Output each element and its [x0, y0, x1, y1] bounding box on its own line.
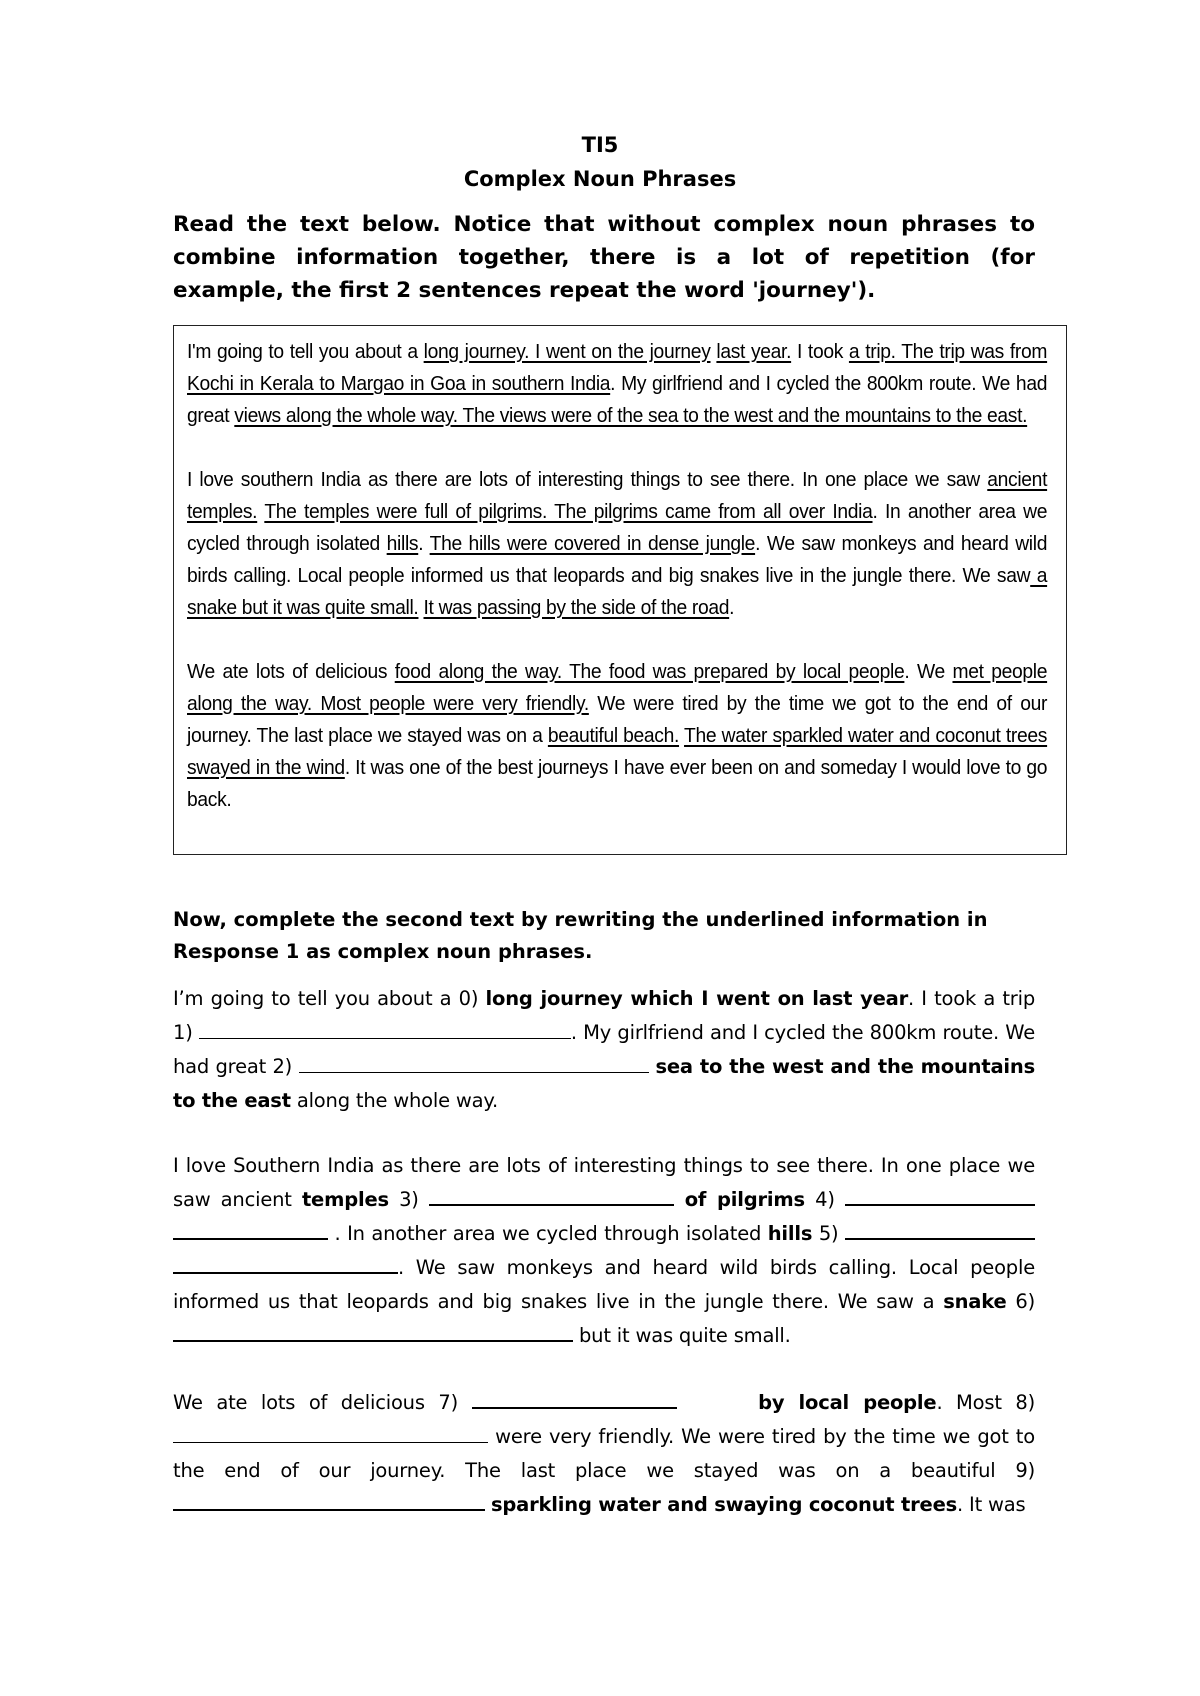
response-text: We ate lots of delicious 7): [173, 1391, 472, 1414]
response-text: 5): [812, 1222, 845, 1245]
response-text: but it was quite small.: [573, 1324, 791, 1347]
response-text: 4): [804, 1188, 845, 1211]
passage-paragraph-2: [187, 464, 1047, 624]
response-paragraph-1: [173, 982, 1035, 1118]
response-bold-text: snake: [943, 1290, 1007, 1313]
intro-instruction: Read the text below. Notice that without complex noun phrases to combine information together, there is a lot of repetition (for example, the first 2 sentences repeat the word 'journey').: [173, 212, 1035, 303]
response-text: . I took a trip 1): [173, 987, 1035, 1044]
underlined-phrase: a trip. The trip was from Kochi in Kerala to Margao in Goa in southern India: [187, 340, 1048, 395]
underlined-phrase: ancient temples.: [187, 468, 1048, 523]
response-text: along the whole way.: [290, 1089, 498, 1112]
underlined-phrase: last year.: [716, 340, 792, 363]
underlined-phrase: a snake but it was quite small.: [187, 564, 1048, 619]
passage-text: We ate lots of delicious: [187, 660, 395, 683]
underlined-phrase: beautiful beach.: [547, 724, 680, 747]
response-paragraph-2: [173, 1149, 1035, 1353]
passage-text: . We saw monkeys and heard wild birds calling. Local people informed us that leopards and big snakes live in the jungle there. We saw: [187, 532, 1048, 587]
answer-blank-5a[interactable]: [845, 1220, 1035, 1240]
response-bold-text: sea to the west and the mountains to the east: [173, 1055, 1035, 1112]
response-text: . We saw monkeys and heard wild birds calling. Local people informed us that leopards and big snakes live in the jungle there. We saw a: [173, 1256, 1035, 1313]
passage-text: . We: [904, 660, 953, 683]
response-bold-text: by local people: [758, 1391, 937, 1414]
answer-blank-1[interactable]: [199, 1020, 571, 1039]
worksheet-title: Complex Noun Phrases: [463, 167, 737, 191]
source-text-box: [173, 325, 1067, 855]
answer-blank-7[interactable]: [472, 1389, 677, 1409]
answer-blank-9[interactable]: [173, 1491, 485, 1511]
passage-text: I love southern India as there are lots of interesting things to see there. In one place we saw: [187, 468, 988, 491]
underlined-phrase: long journey. I went on the journey: [423, 340, 711, 363]
response-text: I love Southern India as there are lots of interesting things to see there. In one place we saw ancient: [173, 1154, 1035, 1211]
passage-text: I'm going to tell you about a: [187, 340, 424, 363]
underlined-phrase: It was passing by the side of the road: [423, 596, 730, 619]
underlined-phrase: The water sparkled water and coconut trees swayed in the wind: [187, 724, 1048, 779]
passage-text: .: [729, 596, 735, 619]
response-text: . In another area we cycled through isolated: [328, 1222, 768, 1245]
passage-text: I took: [791, 340, 849, 363]
response-bold-text: of pilgrims: [673, 1188, 805, 1211]
response-bold-text: hills: [767, 1222, 813, 1245]
underlined-phrase: The hills were covered in dense jungle: [429, 532, 756, 555]
answer-blank-4a[interactable]: [845, 1186, 1035, 1206]
passage-text: We were tired by the time we got to the end of our journey. The last place we stayed was on a: [187, 692, 1048, 747]
task-instruction: Now, complete the second text by rewriting the underlined information in Response 1 as complex noun phrases.: [173, 908, 988, 963]
response-bold-text: temples: [301, 1188, 389, 1211]
passage-paragraph-1: [187, 336, 1047, 432]
response-bold-text: sparkling water and swaying coconut trees: [491, 1493, 958, 1516]
response-text: 3): [388, 1188, 429, 1211]
response-text: . It was: [957, 1493, 1026, 1516]
response-text: I’m going to tell you about a 0): [173, 987, 486, 1010]
response-text: 6): [1006, 1290, 1035, 1313]
passage-paragraph-3: [187, 656, 1047, 816]
response-text: . My girlfriend and I cycled the 800km route. We had great 2): [173, 1021, 1035, 1078]
underlined-phrase: The temples were full of pilgrims. The pilgrims came from all over India: [264, 500, 873, 523]
answer-blank-5b[interactable]: [173, 1254, 398, 1274]
underlined-phrase: met people along the way. Most people were very friendly.: [187, 660, 1048, 715]
passage-text: .: [418, 532, 430, 555]
answer-blank-4b[interactable]: [173, 1220, 328, 1240]
worksheet-code: TI5: [581, 133, 619, 157]
passage-text: . In another area we cycled through isolated: [187, 500, 1048, 555]
response-text: were very friendly. We were tired by the time we got to the end of our journey. The last place we stayed was on a beautiful 9): [173, 1425, 1035, 1482]
answer-blank-2[interactable]: [299, 1054, 649, 1073]
answer-blank-3[interactable]: [429, 1186, 674, 1206]
response-text: . Most 8): [936, 1391, 1035, 1414]
passage-text: . My girlfriend and I cycled the 800km route. We had great: [187, 372, 1048, 427]
response-paragraph-3: [173, 1386, 1035, 1522]
underlined-phrase: views along the whole way. The views were of the sea to the west and the mountains to the east.: [234, 404, 1028, 427]
answer-blank-6[interactable]: [173, 1322, 573, 1342]
example-answer: long journey which I went on last year: [485, 987, 909, 1010]
answer-blank-8[interactable]: [173, 1424, 488, 1443]
underlined-phrase: hills: [386, 532, 419, 555]
underlined-phrase: food along the way. The food was prepared by local people: [394, 660, 905, 683]
passage-text: . It was one of the best journeys I have ever been on and someday I would love to go back.: [187, 756, 1048, 811]
